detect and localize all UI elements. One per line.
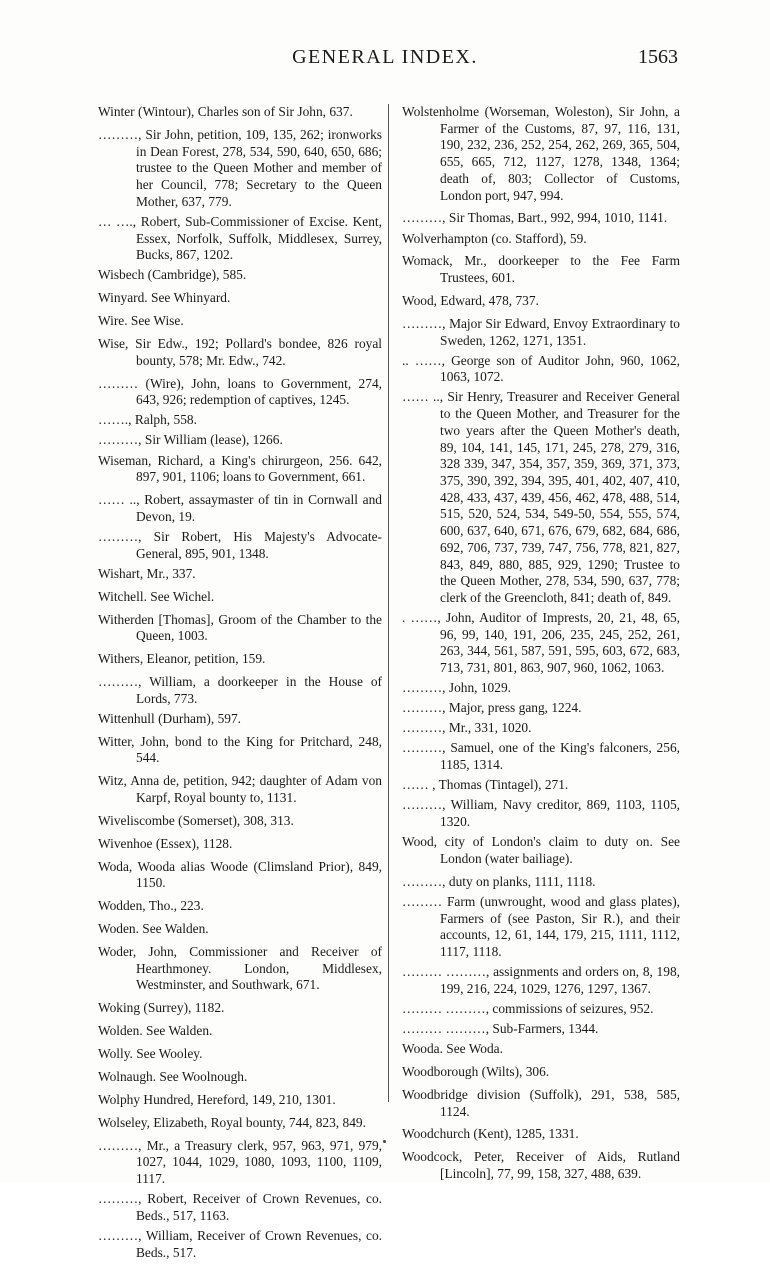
index-entry: Woden. See Walden. [98, 921, 209, 937]
index-entry: Wolverhampton (co. Stafford), 59. [402, 230, 587, 246]
index-entry: ………, Samuel, one of the King's falconers, 256, 1185, 1314. [402, 740, 680, 773]
index-entry: ………, Sir William (lease), 1266. [98, 432, 283, 448]
index-entry: ………, Mr., 331, 1020. [402, 720, 532, 736]
column-divider [388, 104, 389, 1102]
index-entry: Wishart, Mr., 337. [98, 565, 196, 581]
index-entry: Wood, Edward, 478, 737. [402, 292, 539, 308]
index-entry: Wolstenholme (Worseman, Woleston), Sir John, a Farmer of the Customs, 87, 97, 116, 131, 190, 232, 236, 252, 254, 262, 269, 365, 504, 655, 665, 712, 1127, 1278, 1348, 1364; death of, 803; Collector of Customs, London port, 947, 994. [402, 104, 680, 203]
index-entry: Wise, Sir Edw., 192; Pollard's bondee, 826 royal bounty, 578; Mr. Edw., 742. [98, 335, 382, 368]
index-entry: ……… ………, Sub-Farmers, 1344. [402, 1020, 599, 1036]
index-entry: Wisbech (Cambridge), 585. [98, 267, 247, 283]
index-entry: Winter (Wintour), Charles son of Sir John, 637. [98, 104, 353, 119]
index-entry: ……… ………, commissions of seizures, 952. [402, 1000, 654, 1016]
index-entry: ………, Sir Thomas, Bart., 992, 994, 1010, 1141. [402, 210, 668, 226]
index-entry: ……… ………, assignments and orders on, 8, 198, 199, 216, 224, 1029, 1276, 1297, 1367. [402, 964, 680, 996]
index-entry: ………, Sir John, petition, 109, 135, 262; ironworks in Dean Forest, 278, 534, 590, 640, 650, 686; trustee to the Queen Mother and member of her Council, 778; Secretary to the Queen Mother, 637, 779. [98, 126, 382, 209]
index-entry: Wittenhull (Durham), 597. [98, 710, 242, 726]
index-entry: Wivenhoe (Essex), 1128. [98, 835, 233, 851]
index-entry: Wolnaugh. See Woolnough. [98, 1069, 248, 1084]
index-entry: ………, Robert, Receiver of Crown Revenues, co. Beds., 517, 1163. [98, 1191, 382, 1223]
index-entry: ………, duty on planks, 1111, 1118. [402, 873, 596, 889]
page-title: GENERAL INDEX. [292, 46, 478, 68]
index-entry: Witchell. See Wichel. [98, 588, 215, 604]
index-entry: ………, William, a doorkeeper in the House of Lords, 773. [98, 674, 382, 706]
index-entry: Wire. See Wise. [98, 313, 184, 329]
index-entry: Wooda. See Woda. [402, 1041, 503, 1057]
index-entry: ………, Mr., a Treasury clerk, 957, 963, 971, 979, 1027, 1044, 1029, 1080, 1093, 1100, 1109, 1117. [98, 1137, 382, 1187]
footer-mark [383, 1140, 386, 1143]
index-entry: …… .., Sir Henry, Treasurer and Receiver General to the Queen Mother, and Treasurer for the two years after the Queen Mother's death, 89, 104, 141, 145, 171, 245, 278, 279, 316, 328 339, 347, 354, 357, 359, 369, 371, 373, 375, 390, 392, 394, 395, 401, 402, 407, 410, 428, 433, 437, 439, 456, 462, 478, 488, 514, 515, 520, 524, 534, 549-50, 554, 555, 574, 600, 637, 640, 671, 676, 679, 682, 684, 686, 692, 706, 737, 739, 747, 756, 778, 821, 827, 843, 849, 880, 885, 929, 1290; Trustee to the Queen Mother, 278, 534, 590, 637, 778; clerk of the Greencloth, 841; death of, 849. [402, 389, 680, 605]
index-entry: . ……, John, Auditor of Imprests, 20, 21, 48, 65, 96, 99, 140, 191, 206, 235, 245, 252, 261, 263, 344, 561, 587, 591, 595, 603, 672, 683, 713, 731, 801, 863, 907, 960, 1062, 1063. [402, 610, 680, 676]
left-index-column [98, 104, 382, 1265]
index-entry: Wiveliscombe (Somerset), 308, 313. [98, 812, 294, 828]
index-entry: Womack, Mr., doorkeeper to the Fee Farm Trustees, 601. [402, 253, 680, 286]
index-entry: Wolphy Hundred, Hereford, 149, 210, 1301. [98, 1091, 336, 1107]
index-entry: Winyard. See Whinyard. [98, 290, 231, 306]
index-entry: ………, William, Receiver of Crown Revenues, co. Beds., 517. [98, 1227, 382, 1260]
index-entry: Woodchurch (Kent), 1285, 1331. [402, 1126, 579, 1142]
index-entry: ……… Farm (unwrought, wood and glass plates), Farmers of (see Paston, Sir R.), and their accounts, 12, 61, 144, 179, 215, 1111, 1112, 1117, 1118. [402, 893, 680, 959]
index-entry: ………, Major Sir Edward, Envoy Extraordinary to Sweden, 1262, 1271, 1351. [402, 315, 680, 348]
index-entry: ………, Sir Robert, His Majesty's Advocate-General, 895, 901, 1348. [98, 528, 382, 561]
index-entry: ………, Major, press gang, 1224. [402, 700, 582, 716]
index-entry: Wiseman, Richard, a King's chirurgeon, 256. 642, 897, 901, 1106; loans to Government, 661. [98, 452, 382, 485]
index-entry: ……., Ralph, 558. [98, 412, 197, 428]
index-entry: Woda, Wooda alias Woode (Climsland Prior), 849, 1150. [98, 858, 382, 891]
index-entry: Witz, Anna de, petition, 942; daughter of Adam von Karpf, Royal bounty to, 1131. [98, 773, 382, 805]
index-entry: Withers, Eleanor, petition, 159. [98, 651, 266, 667]
right-index-column [402, 104, 680, 1189]
index-entry: … …., Robert, Sub-Commissioner of Excise. Kent, Essex, Norfolk, Suffolk, Middlesex, Surrey, Bucks, 867, 1202. [98, 213, 382, 263]
index-entry: …… .., Robert, assaymaster of tin in Cornwall and Devon, 19. [98, 492, 382, 524]
index-entry: ………, John, 1029. [402, 680, 511, 696]
index-entry: Wolseley, Elizabeth, Royal bounty, 744, 823, 849. [98, 1114, 366, 1130]
index-entry: Wolden. See Walden. [98, 1023, 213, 1039]
index-entry: Woodbridge division (Suffolk), 291, 538, 585, 1124. [402, 1086, 680, 1119]
page-number: 1563 [638, 46, 678, 68]
index-entry: Woodcock, Peter, Receiver of Aids, Rutland [Lincoln], 77, 99, 158, 327, 488, 639. [402, 1149, 680, 1182]
index-entry: ………, William, Navy creditor, 869, 1103, 1105, 1320. [402, 797, 680, 830]
index-entry: .. ……, George son of Auditor John, 960, 1062, 1063, 1072. [402, 352, 680, 385]
index-entry: …… , Thomas (Tintagel), 271. [402, 777, 569, 793]
index-entry: Woodborough (Wilts), 306. [402, 1063, 550, 1079]
index-entry: Wodden, Tho., 223. [98, 898, 204, 914]
index-entry: Woking (Surrey), 1182. [98, 1000, 225, 1016]
index-entry: Woder, John, Commissioner and Receiver of Hearthmoney. London, Middlesex, Westminster, and Southwark, 671. [98, 944, 382, 993]
index-entry: ……… (Wire), John, loans to Government, 274, 643, 926; redemption of captives, 1245. [98, 375, 382, 408]
index-entry: Witherden [Thomas], Groom of the Chamber to the Queen, 1003. [98, 611, 382, 644]
index-entry: Witter, John, bond to the King for Pritchard, 248, 544. [98, 733, 382, 766]
index-entry: Wolly. See Wooley. [98, 1046, 203, 1062]
index-entry: Wood, city of London's claim to duty on. See London (water bailiage). [402, 834, 680, 866]
